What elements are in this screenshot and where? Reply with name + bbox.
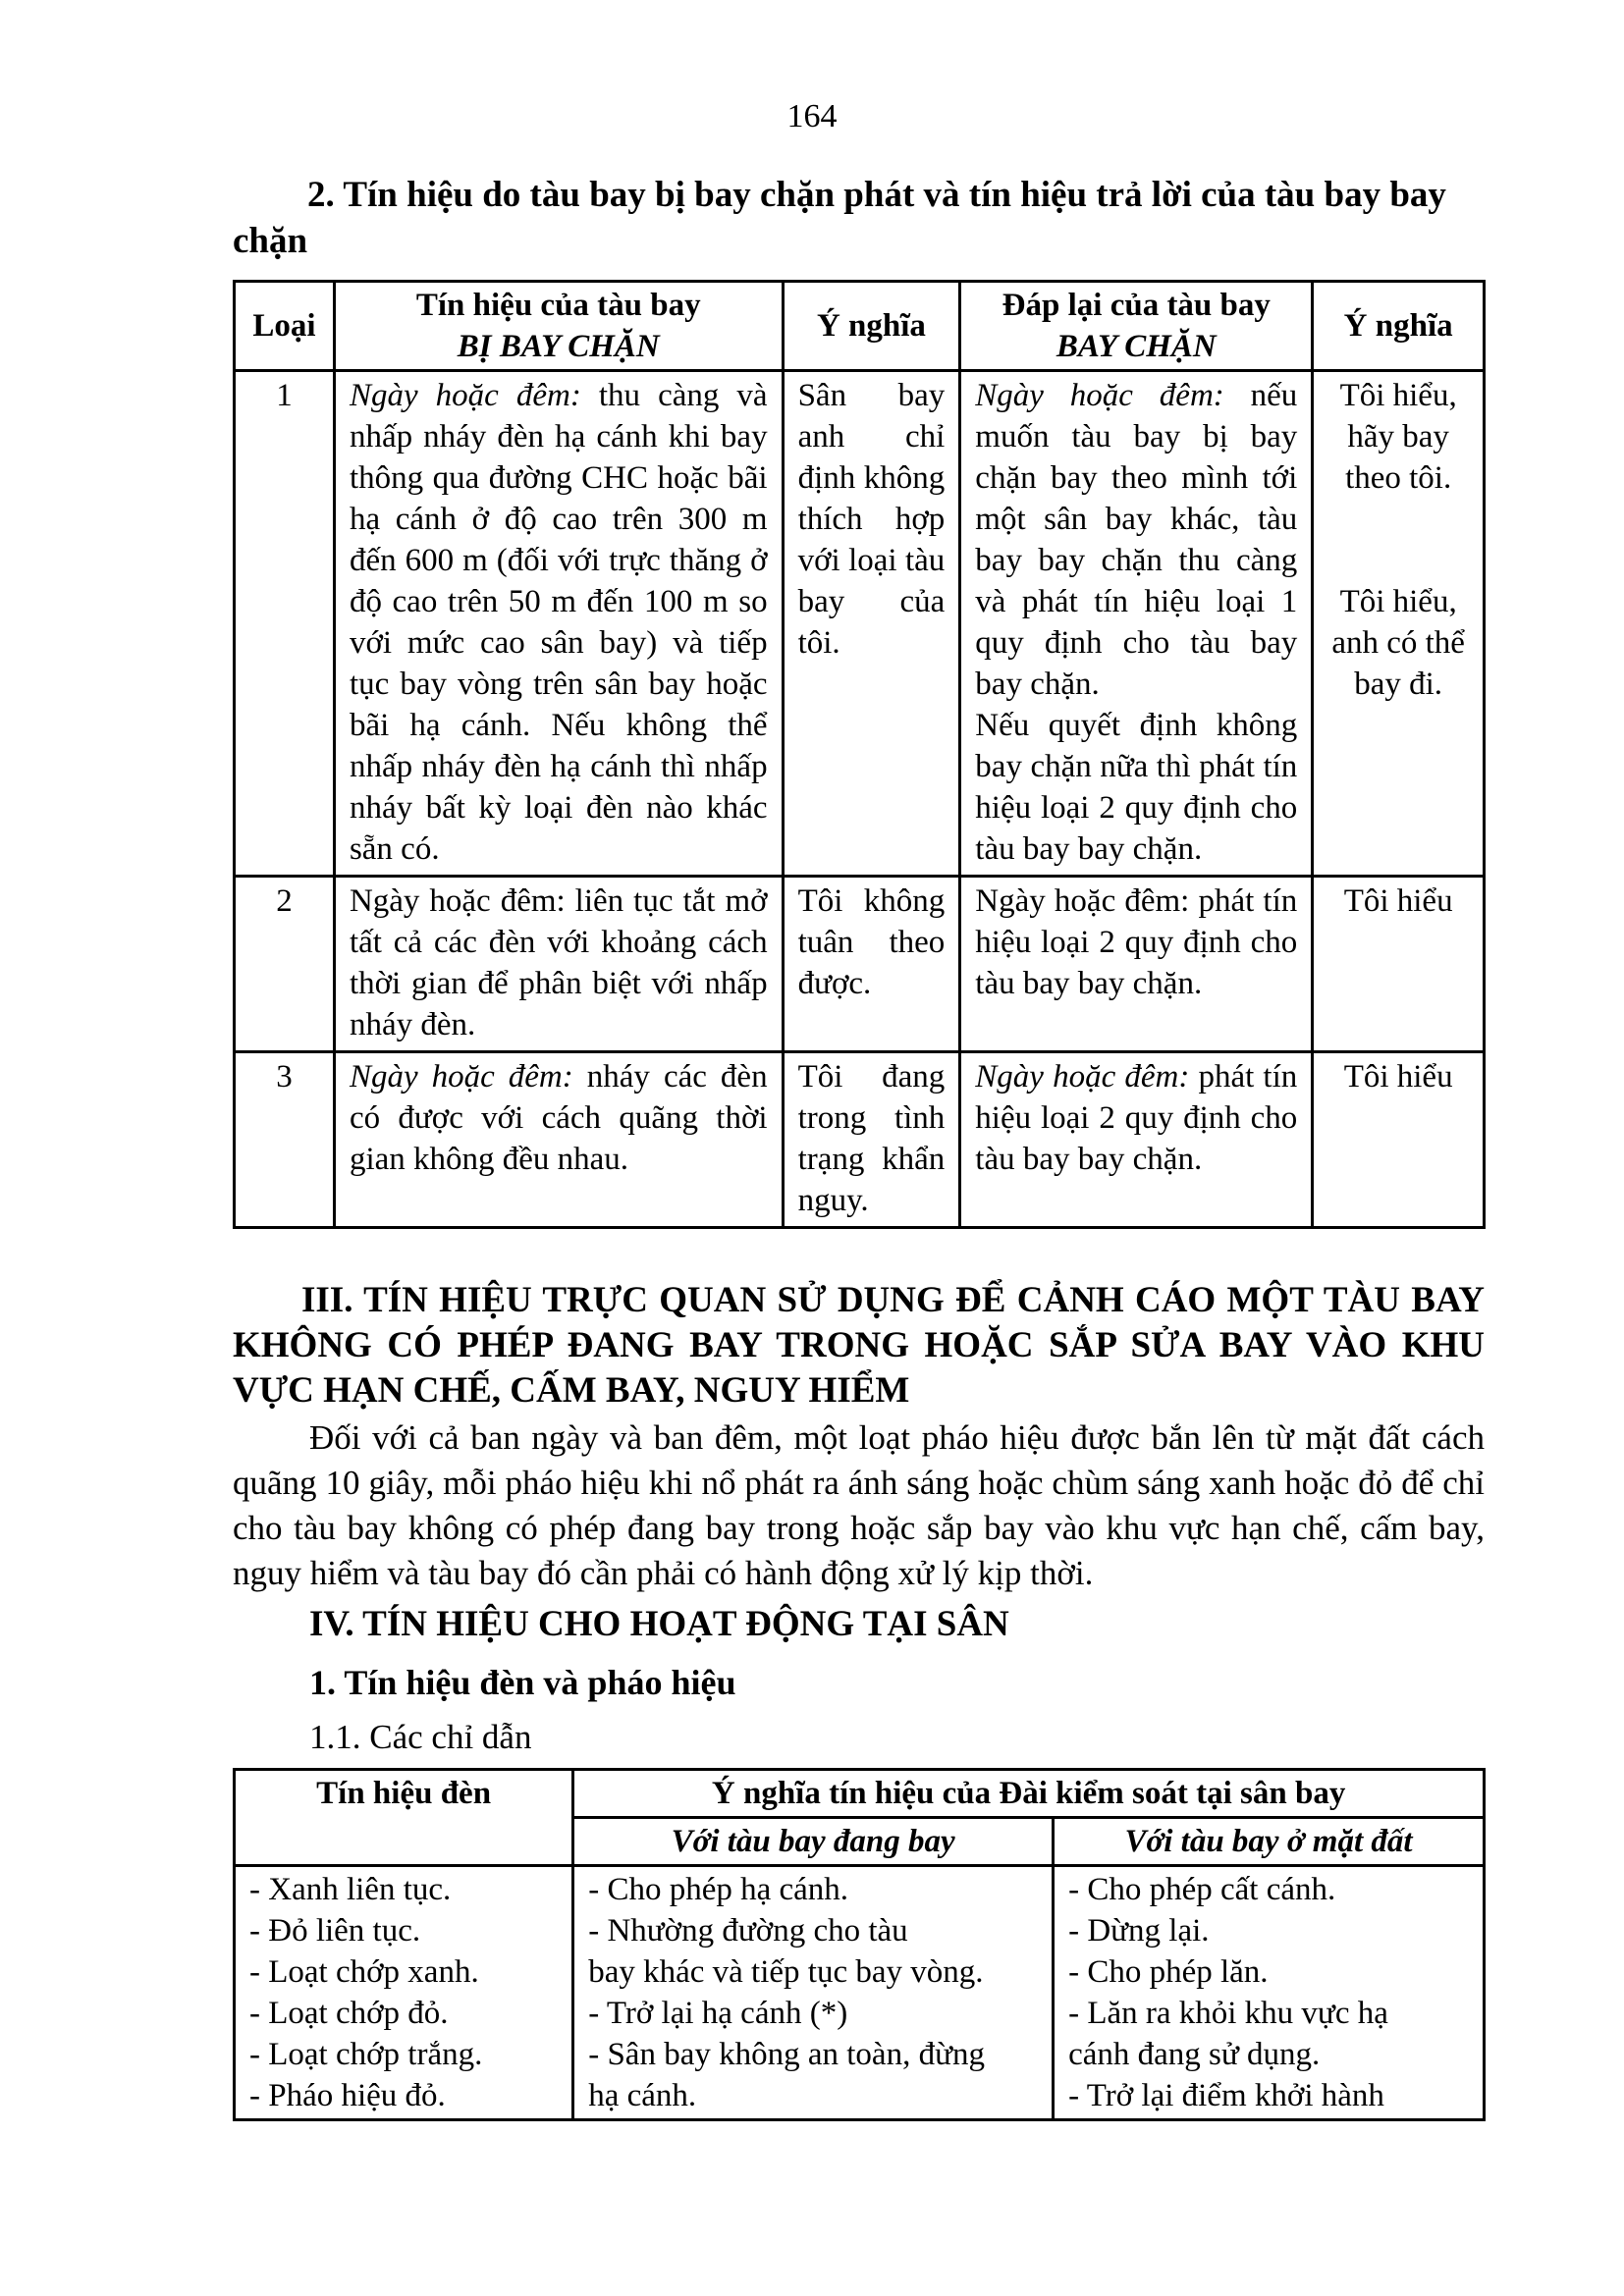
header-type: Loại <box>235 282 335 371</box>
list-item: - Sân bay không an toàn, đừng <box>588 2037 985 2072</box>
row-reply-meaning: Tôi hiểu <box>1313 1052 1485 1228</box>
list-item: - Xanh liên tục. <box>249 1872 452 1907</box>
row-type: 3 <box>235 1052 335 1228</box>
section-3-body: Đối với cả ban ngày và ban đêm, một loạt pháo hiệu được bắn lên từ mặt đất cách quãng 10 giây, mỗi pháo hiệu khi nổ phát ra ánh sáng hoặc chùm sáng xanh hoặc đỏ để chỉ cho tàu bay không có phép đang bay trong hoặc sắp bay vào khu vực hạn chế, cấm bay, nguy hiểm và tàu bay đó cần phải có hành động xử lý kịp thời. <box>233 1418 1485 1592</box>
table-header-row <box>235 282 1485 371</box>
list-item: bay khác và tiếp tục bay vòng. <box>588 1954 984 1990</box>
row-reply: Ngày hoặc đêm: phát tín hiệu loại 2 quy định cho tàu bay bay chặn. <box>960 877 1313 1052</box>
subsection-1-heading: 1. Tín hiệu đèn và pháo hiệu <box>309 1663 736 1702</box>
section-3-heading: III. TÍN HIỆU TRỰC QUAN SỬ DỤNG ĐỂ CẢNH CÁO MỘT TÀU BAY KHÔNG CÓ PHÉP ĐANG BAY TRONG HOẶC SẮP SỬA BAY VÀO KHU VỰC HẠN CHẾ, CẤM BAY, NGUY HIỂM <box>233 1280 1485 1411</box>
list-item: - Loạt chớp xanh. <box>249 1954 479 1990</box>
row-reply <box>960 1052 1313 1228</box>
list-item: - Cho phép cất cánh. <box>1068 1872 1336 1907</box>
section-2-heading: 2. Tín hiệu do tàu bay bị bay chặn phát và tín hiệu trả lời của tàu bay bay chặn <box>233 175 1446 261</box>
light-signals-table <box>233 1768 1486 2121</box>
on-ground-meaning-list <box>1054 1866 1485 2120</box>
reply-text-2: Nếu quyết định không bay chặn nữa thì phát tín hiệu loại 2 quy định cho tàu bay bay chặn. <box>975 708 1298 867</box>
header-signal-main: Tín hiệu của tàu bay <box>415 288 701 323</box>
header-light-signal: Tín hiệu đèn <box>235 1770 573 1866</box>
section-4-heading: IV. TÍN HIỆU CHO HOẠT ĐỘNG TẠI SÂN <box>309 1604 1009 1644</box>
list-item: - Cho phép hạ cánh. <box>588 1872 849 1907</box>
list-item: - Nhường đường cho tàu <box>588 1913 908 1949</box>
row-signal <box>334 371 783 877</box>
row-signal <box>334 1052 783 1228</box>
list-item: - Trở lại điểm khởi hành <box>1068 2078 1384 2113</box>
light-signal-list <box>235 1866 573 2120</box>
reply-text: phát tín hiệu loại 2 quy định cho tàu bay bay chặn. <box>975 1059 1298 1177</box>
header-meaning-1: Ý nghĩa <box>783 282 960 371</box>
header-reply-sub: BAY CHẶN <box>1056 329 1217 364</box>
subsection-1-1-heading: 1.1. Các chỉ dẫn <box>309 1718 532 1756</box>
list-item: - Pháo hiệu đỏ. <box>249 2078 446 2113</box>
interception-signals-table <box>233 280 1486 1229</box>
list-item: cánh đang sử dụng. <box>1068 2037 1321 2072</box>
page-number: 164 <box>786 98 838 134</box>
header-reply-main: Đáp lại của tàu bay <box>1001 288 1271 323</box>
signal-prefix: Ngày hoặc đêm: <box>349 1059 573 1095</box>
header-on-ground: Với tàu bay ở mặt đất <box>1054 1818 1485 1866</box>
row-type: 2 <box>235 877 335 1052</box>
in-flight-meaning-list <box>573 1866 1054 2120</box>
reply-prefix: Ngày hoặc đêm: <box>975 378 1224 413</box>
header-signal-sub: BỊ BAY CHẶN <box>457 329 660 364</box>
list-item: - Loạt chớp trắng. <box>249 2037 483 2072</box>
signal-text: thu càng và nhấp nháy đèn hạ cánh khi bay thông qua đường CHC hoặc bãi hạ cánh ở độ cao trên 300 m đến 600 m (đối với trực thăng ở độ cao trên 50 m đến 100 m so với mức cao sân bay) và tiếp tục bay vòng trên sân bay hoặc bãi hạ cánh. Nếu không thể nhấp nháy đèn hạ cánh thì nhấp nháy bất kỳ loại đèn nào khác sẵn có. <box>349 378 768 867</box>
table-header-row <box>235 1770 1485 1818</box>
list-item: - Trở lại hạ cánh (*) <box>588 1996 848 2031</box>
signal-prefix: Ngày hoặc đêm: <box>349 378 581 413</box>
table-row <box>235 1866 1485 2120</box>
header-meaning-2: Ý nghĩa <box>1313 282 1485 371</box>
reply-meaning-a: Tôi hiểu, hãy bay theo tôi. <box>1339 378 1457 496</box>
row-signal: Ngày hoặc đêm: liên tục tắt mở tất cả các đèn với khoảng cách thời gian để phân biệt với nhấp nháy đèn. <box>334 877 783 1052</box>
reply-meaning-b: Tôi hiểu, anh có thể bay đi. <box>1331 584 1465 702</box>
row-meaning: Tôi không tuân theo được. <box>783 877 960 1052</box>
table-row <box>235 371 1485 877</box>
reply-text: nếu muốn tàu bay bị bay chặn bay theo mình tới một sân bay khác, tàu bay bay chặn thu càng và phát tín hiệu loại 1 quy định cho tàu bay bay chặn. <box>975 378 1298 702</box>
row-reply <box>960 371 1313 877</box>
row-meaning: Sân bay anh chỉ định không thích hợp với loại tàu bay của tôi. <box>783 371 960 877</box>
row-type: 1 <box>235 371 335 877</box>
list-item: - Đỏ liên tục. <box>249 1913 421 1949</box>
table-row <box>235 877 1485 1052</box>
header-reply <box>960 282 1313 371</box>
row-reply-meaning <box>1313 371 1485 877</box>
header-in-flight: Với tàu bay đang bay <box>573 1818 1054 1866</box>
table-row <box>235 1052 1485 1228</box>
row-reply-meaning: Tôi hiểu <box>1313 877 1485 1052</box>
list-item: - Dừng lại. <box>1068 1913 1210 1949</box>
reply-prefix: Ngày hoặc đêm: <box>975 1059 1190 1095</box>
list-item: - Loạt chớp đỏ. <box>249 1996 449 2031</box>
row-meaning: Tôi đang trong tình trạng khẩn nguy. <box>783 1052 960 1228</box>
signal-text: nháy các đèn có được với cách quãng thời gian không đều nhau. <box>349 1059 768 1177</box>
header-meaning-group: Ý nghĩa tín hiệu của Đài kiểm soát tại sân bay <box>573 1770 1485 1818</box>
list-item: - Cho phép lăn. <box>1068 1954 1269 1990</box>
header-signal <box>334 282 783 371</box>
list-item: - Lăn ra khỏi khu vực hạ <box>1068 1996 1388 2031</box>
list-item: hạ cánh. <box>588 2078 697 2113</box>
